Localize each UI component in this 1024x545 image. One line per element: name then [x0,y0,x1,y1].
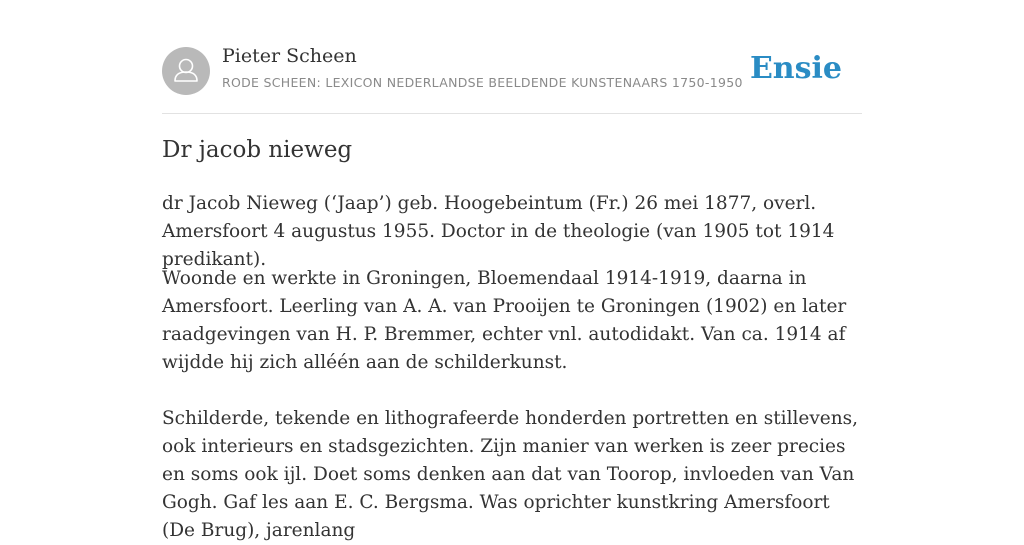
article-paragraph: Woonde en werkte in Groningen, Bloemendaal 1914-1919, daarna in Amersfoort. Leerling van A. A. van Prooijen te Groningen (1902) en later raadgevingen van H. P. Bremmer, echter vnl. autodidakt. Van ca. 1914 af wijdde hij zich alléén aan de schilderkunst. [162,268,847,373]
page-container [162,0,862,541]
article-paragraph: Schilderde, tekende en lithografeerde honderden portretten en stillevens, ook interieurs en stadsgezichten. Zijn manier van werken is zeer precies en soms ook ijl. Doet soms denken aan dat van Toorop, invloeden van Van Gogh. Gaf les aan E. C. Bergsma. Was oprichter kunstkring Amersfoort (De Brug), jarenlang [162,408,859,541]
author-name[interactable]: Pieter Scheen [222,45,357,67]
article-title: Dr jacob nieweg [162,137,353,163]
user-icon [162,47,210,95]
article-header [162,0,862,114]
author-avatar[interactable] [162,47,210,95]
source-label[interactable]: RODE SCHEEN: LEXICON NEDERLANDSE BEELDENDE KUNSTENAARS 1750-1950 [222,75,743,90]
brand-logo[interactable]: Ensie [749,51,842,86]
article-paragraph: dr Jacob Nieweg (‘Jaap’) geb. Hoogebeintum (Fr.) 26 mei 1877, overl. Amersfoort 4 augustus 1955. Doctor in de theologie (van 1905 tot 1914 predikant). [162,193,835,270]
